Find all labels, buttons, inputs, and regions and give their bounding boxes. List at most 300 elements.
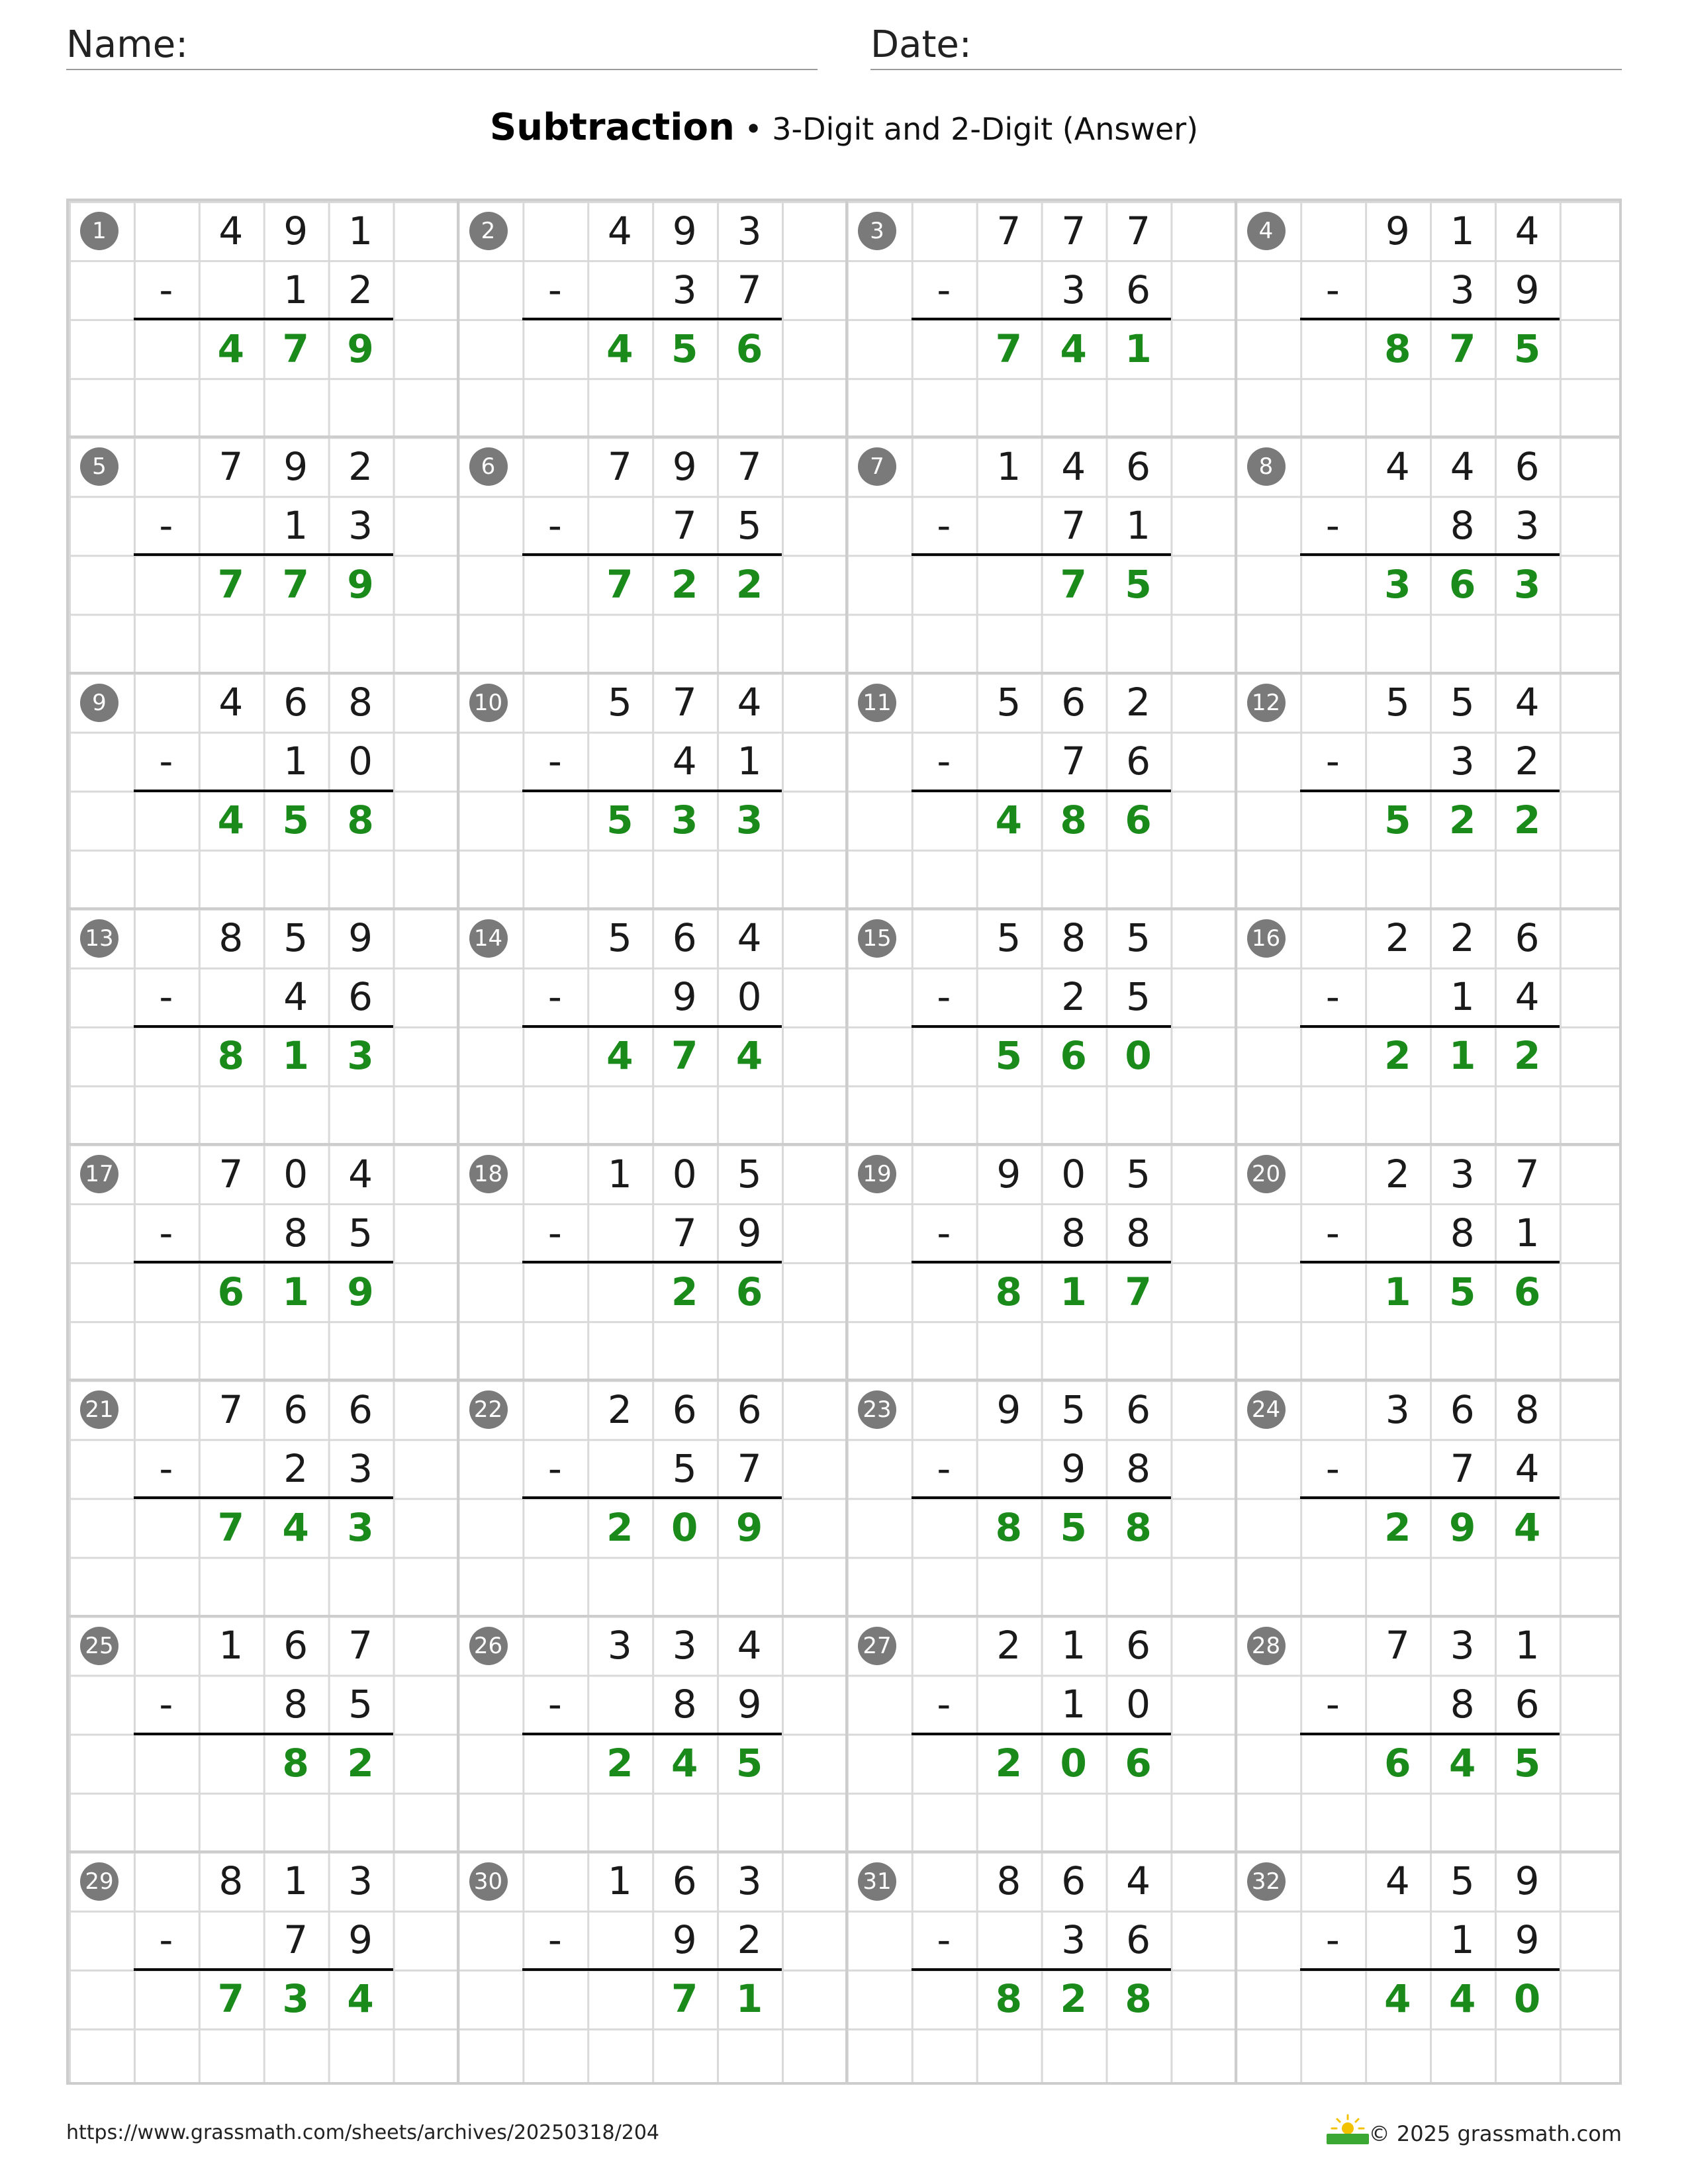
- subtrahend-digit: 9: [348, 1917, 373, 1963]
- minus-sign: -: [1325, 502, 1340, 548]
- minuend-digit: 5: [1126, 915, 1151, 961]
- subtrahend-digit: 6: [1126, 1917, 1151, 1963]
- subtrahend-digit: 3: [1515, 502, 1540, 548]
- answer-digit: 4: [1060, 326, 1087, 371]
- problem-number-badge: 14: [469, 919, 508, 958]
- answer-digit: 8: [282, 1741, 309, 1786]
- minuend-digit: 3: [607, 1623, 632, 1668]
- answer-digit: 7: [282, 326, 309, 371]
- block-separator-vertical: [845, 201, 848, 2082]
- minuend-digit: 8: [1515, 1387, 1540, 1432]
- date-field: [870, 25, 1622, 70]
- minuend-digit: 5: [1450, 1858, 1475, 1904]
- minus-sign: -: [937, 739, 951, 784]
- answer-digit: 2: [1384, 1504, 1411, 1550]
- minuend-digit: 4: [1515, 680, 1540, 725]
- minuend-digit: 6: [1515, 443, 1540, 489]
- subtrahend-digit: 9: [737, 1682, 762, 1727]
- subtrahend-digit: 8: [283, 1210, 308, 1255]
- problem-number-badge: 26: [469, 1627, 508, 1665]
- minuend-digit: 9: [283, 443, 308, 489]
- subtrahend-digit: 7: [1061, 739, 1086, 784]
- answer-digit: 4: [1513, 1504, 1541, 1550]
- problem-number-badge: 17: [80, 1155, 118, 1193]
- subtrahend-digit: 1: [1061, 1682, 1086, 1727]
- minuend-digit: 2: [1126, 680, 1151, 725]
- answer-digit: 1: [282, 1033, 309, 1079]
- minus-sign: -: [159, 1210, 173, 1255]
- minuend-digit: 5: [607, 915, 632, 961]
- answer-digit: 5: [1060, 1504, 1087, 1550]
- problem-number-badge: 8: [1247, 447, 1286, 486]
- minuend-digit: 4: [1450, 443, 1475, 489]
- answer-digit: 7: [282, 561, 309, 607]
- answer-digit: 4: [217, 326, 244, 371]
- answer-digit: 6: [735, 326, 763, 371]
- minus-sign: -: [1325, 974, 1340, 1020]
- subtrahend-digit: 7: [672, 502, 697, 548]
- subtrahend-digit: 3: [1450, 739, 1475, 784]
- minuend-digit: 3: [1385, 1387, 1410, 1432]
- answer-digit: 5: [1513, 326, 1541, 371]
- minuend-digit: 6: [1126, 1623, 1151, 1668]
- subtrahend-digit: 4: [1515, 974, 1540, 1020]
- minuend-digit: 1: [996, 443, 1021, 489]
- subtrahend-digit: 9: [737, 1210, 762, 1255]
- answer-digit: 4: [995, 797, 1022, 843]
- footer-copyright: © 2025 grassmath.com: [1368, 2121, 1622, 2146]
- answer-digit: 6: [1449, 561, 1476, 607]
- problem-number-badge: 6: [469, 447, 508, 486]
- minuend-digit: 6: [283, 1623, 308, 1668]
- grassmath-logo-icon: [1324, 2113, 1372, 2146]
- subtrahend-digit: 4: [283, 974, 308, 1020]
- subtrahend-digit: 1: [283, 267, 308, 312]
- minuend-digit: 5: [283, 915, 308, 961]
- minuend-digit: 6: [672, 915, 697, 961]
- problem-number-badge: 15: [858, 919, 896, 958]
- minus-sign: -: [937, 1917, 951, 1963]
- problem-number-badge: 29: [80, 1862, 118, 1901]
- subtrahend-digit: 8: [672, 1682, 697, 1727]
- minuend-digit: 4: [737, 680, 762, 725]
- block-separator-vertical: [1235, 201, 1237, 2082]
- subtrahend-digit: 5: [737, 502, 762, 548]
- problem-number-badge: 12: [1247, 684, 1286, 722]
- answer-digit: 2: [1384, 1033, 1411, 1079]
- minuend-digit: 4: [1515, 208, 1540, 253]
- answer-digit: 2: [606, 1741, 633, 1786]
- footer-url: https://www.grassmath.com/sheets/archives/20250318/204: [66, 2121, 660, 2144]
- minuend-digit: 2: [996, 1623, 1021, 1668]
- minus-sign: -: [937, 1445, 951, 1491]
- answer-digit: 8: [1125, 1504, 1152, 1550]
- answer-digit: 1: [1384, 1269, 1411, 1314]
- minuend-digit: 5: [607, 680, 632, 725]
- problem-number-badge: 18: [469, 1155, 508, 1193]
- minuend-digit: 0: [672, 1151, 697, 1197]
- answer-digit: 0: [671, 1504, 698, 1550]
- subtrahend-digit: 2: [1061, 974, 1086, 1020]
- minuend-digit: 7: [607, 443, 632, 489]
- problem-number-badge: 10: [469, 684, 508, 722]
- minuend-digit: 2: [1385, 915, 1410, 961]
- answer-digit: 5: [671, 326, 698, 371]
- subtrahend-digit: 1: [283, 739, 308, 784]
- answer-digit: 1: [1125, 326, 1152, 371]
- problem-number-badge: 24: [1247, 1390, 1286, 1429]
- minuend-digit: 5: [737, 1151, 762, 1197]
- answer-digit: 2: [606, 1504, 633, 1550]
- subtrahend-digit: 1: [1515, 1210, 1540, 1255]
- subtrahend-digit: 5: [672, 1445, 697, 1491]
- title-main: Subtraction: [489, 106, 735, 149]
- subtrahend-digit: 6: [348, 974, 373, 1020]
- answer-digit: 6: [217, 1269, 244, 1314]
- problem-number-badge: 25: [80, 1627, 118, 1665]
- subtrahend-digit: 3: [1061, 267, 1086, 312]
- answer-digit: 4: [282, 1504, 309, 1550]
- answer-digit: 8: [995, 1504, 1022, 1550]
- minus-sign: -: [547, 1682, 562, 1727]
- worksheet-title: [0, 106, 1688, 149]
- minuend-digit: 4: [1061, 443, 1086, 489]
- answer-digit: 4: [606, 326, 633, 371]
- subtrahend-digit: 4: [672, 739, 697, 784]
- minuend-digit: 0: [1061, 1151, 1086, 1197]
- subtrahend-digit: 7: [737, 1445, 762, 1491]
- answer-digit: 4: [606, 1033, 633, 1079]
- minuend-digit: 8: [218, 1858, 244, 1904]
- minuend-digit: 4: [607, 208, 632, 253]
- title-subtitle: • 3-Digit and 2-Digit (Answer): [734, 111, 1199, 147]
- problem-number-badge: 31: [858, 1862, 896, 1901]
- minuend-digit: 4: [737, 1623, 762, 1668]
- subtrahend-digit: 1: [737, 739, 762, 784]
- answer-digit: 6: [1384, 1741, 1411, 1786]
- minuend-digit: 4: [1126, 1858, 1151, 1904]
- minuend-digit: 5: [996, 915, 1021, 961]
- minuend-digit: 9: [1385, 208, 1410, 253]
- problem-number-badge: 2: [469, 212, 508, 250]
- minuend-digit: 7: [672, 680, 697, 725]
- answer-digit: 6: [1125, 797, 1152, 843]
- answer-digit: 8: [217, 1033, 244, 1079]
- problem-number-badge: 32: [1247, 1862, 1286, 1901]
- answer-digit: 7: [1125, 1269, 1152, 1314]
- minuend-digit: 4: [348, 1151, 373, 1197]
- minuend-digit: 0: [283, 1151, 308, 1197]
- minus-sign: -: [1325, 1445, 1340, 1491]
- answer-digit: 9: [347, 561, 374, 607]
- answer-digit: 2: [1060, 1976, 1087, 2022]
- subtrahend-digit: 1: [283, 502, 308, 548]
- answer-digit: 5: [606, 797, 633, 843]
- answer-digit: 3: [347, 1033, 374, 1079]
- minuend-digit: 7: [1385, 1623, 1410, 1668]
- subtrahend-digit: 2: [737, 1917, 762, 1963]
- answer-digit: 7: [606, 561, 633, 607]
- answer-digit: 0: [1513, 1976, 1541, 2022]
- minuend-digit: 7: [737, 443, 762, 489]
- minuend-digit: 6: [737, 1387, 762, 1432]
- answer-digit: 7: [217, 561, 244, 607]
- minuend-digit: 7: [996, 208, 1021, 253]
- subtrahend-digit: 3: [1450, 267, 1475, 312]
- answer-digit: 6: [1513, 1269, 1541, 1314]
- minus-sign: -: [547, 1445, 562, 1491]
- minuend-digit: 3: [672, 1623, 697, 1668]
- subtrahend-digit: 6: [1515, 1682, 1540, 1727]
- minus-sign: -: [547, 502, 562, 548]
- minuend-digit: 3: [348, 1858, 373, 1904]
- answer-digit: 8: [995, 1269, 1022, 1314]
- minuend-digit: 3: [1450, 1151, 1475, 1197]
- subtrahend-digit: 2: [348, 267, 373, 312]
- answer-digit: 1: [735, 1976, 763, 2022]
- minuend-digit: 6: [672, 1858, 697, 1904]
- subtrahend-digit: 8: [1450, 1682, 1475, 1727]
- answer-digit: 7: [671, 1976, 698, 2022]
- answer-digit: 8: [1060, 797, 1087, 843]
- subtrahend-digit: 5: [1126, 974, 1151, 1020]
- minuend-digit: 1: [607, 1858, 632, 1904]
- minuend-digit: 6: [348, 1387, 373, 1432]
- problem-number-badge: 30: [469, 1862, 508, 1901]
- minuend-digit: 5: [1450, 680, 1475, 725]
- answer-digit: 7: [671, 1033, 698, 1079]
- subtrahend-digit: 3: [348, 1445, 373, 1491]
- answer-digit: 4: [347, 1976, 374, 2022]
- answer-digit: 1: [282, 1269, 309, 1314]
- minus-sign: -: [547, 267, 562, 312]
- problem-number-badge: 16: [1247, 919, 1286, 958]
- minuend-digit: 7: [1126, 208, 1151, 253]
- minuend-digit: 4: [737, 915, 762, 961]
- minuend-digit: 7: [218, 1151, 244, 1197]
- problem-grid: [66, 199, 1622, 2085]
- minuend-digit: 1: [1450, 208, 1475, 253]
- subtrahend-digit: 3: [672, 267, 697, 312]
- subtrahend-digit: 1: [1450, 1917, 1475, 1963]
- answer-digit: 5: [1513, 1741, 1541, 1786]
- answer-digit: 7: [217, 1976, 244, 2022]
- minus-sign: -: [1325, 1917, 1340, 1963]
- minus-sign: -: [937, 267, 951, 312]
- minuend-digit: 9: [283, 208, 308, 253]
- answer-digit: 1: [1449, 1033, 1476, 1079]
- minus-sign: -: [547, 1917, 562, 1963]
- answer-digit: 2: [1513, 797, 1541, 843]
- minus-sign: -: [159, 739, 173, 784]
- subtrahend-digit: 9: [1515, 1917, 1540, 1963]
- minus-sign: -: [937, 1210, 951, 1255]
- minus-sign: -: [937, 974, 951, 1020]
- subtrahend-digit: 8: [283, 1682, 308, 1727]
- minuend-digit: 6: [672, 1387, 697, 1432]
- minuend-digit: 8: [218, 915, 244, 961]
- answer-digit: 4: [1449, 1741, 1476, 1786]
- subtrahend-digit: 6: [1126, 267, 1151, 312]
- answer-digit: 3: [671, 797, 698, 843]
- minus-sign: -: [1325, 1210, 1340, 1255]
- answer-digit: 8: [1125, 1976, 1152, 2022]
- minuend-digit: 3: [1450, 1623, 1475, 1668]
- minuend-digit: 4: [218, 680, 244, 725]
- problem-number-badge: 1: [80, 212, 118, 250]
- subtrahend-digit: 3: [348, 502, 373, 548]
- answer-digit: 4: [671, 1741, 698, 1786]
- answer-digit: 3: [735, 797, 763, 843]
- subtrahend-digit: 5: [348, 1682, 373, 1727]
- subtrahend-digit: 7: [672, 1210, 697, 1255]
- subtrahend-digit: 8: [1061, 1210, 1086, 1255]
- block-separator-vertical: [457, 201, 459, 2082]
- minuend-digit: 5: [996, 680, 1021, 725]
- minuend-digit: 2: [348, 443, 373, 489]
- minuend-digit: 2: [607, 1387, 632, 1432]
- subtrahend-digit: 6: [1126, 739, 1151, 784]
- subtrahend-digit: 2: [1515, 739, 1540, 784]
- problem-number-badge: 13: [80, 919, 118, 958]
- answer-digit: 2: [1449, 797, 1476, 843]
- answer-digit: 5: [1125, 561, 1152, 607]
- subtrahend-digit: 8: [1126, 1445, 1151, 1491]
- subtrahend-digit: 9: [672, 974, 697, 1020]
- answer-digit: 0: [1125, 1033, 1152, 1079]
- answer-digit: 9: [735, 1504, 763, 1550]
- problem-number-badge: 21: [80, 1390, 118, 1429]
- answer-digit: 2: [671, 561, 698, 607]
- answer-digit: 9: [347, 326, 374, 371]
- subtrahend-digit: 8: [1450, 502, 1475, 548]
- subtrahend-digit: 7: [737, 267, 762, 312]
- answer-digit: 8: [347, 797, 374, 843]
- answer-digit: 4: [1449, 1976, 1476, 2022]
- answer-digit: 5: [995, 1033, 1022, 1079]
- answer-digit: 5: [1384, 797, 1411, 843]
- minuend-digit: 9: [348, 915, 373, 961]
- name-field: [66, 25, 818, 70]
- minus-sign: -: [937, 1682, 951, 1727]
- answer-digit: 7: [217, 1504, 244, 1550]
- answer-digit: 3: [347, 1504, 374, 1550]
- subtrahend-digit: 2: [283, 1445, 308, 1491]
- minuend-digit: 7: [1515, 1151, 1540, 1197]
- subtrahend-digit: 0: [737, 974, 762, 1020]
- subtrahend-digit: 5: [348, 1210, 373, 1255]
- problem-number-badge: 5: [80, 447, 118, 486]
- minus-sign: -: [159, 502, 173, 548]
- minuend-digit: 6: [1515, 915, 1540, 961]
- date-label: Date:: [870, 23, 972, 66]
- minuend-digit: 5: [1385, 680, 1410, 725]
- minuend-digit: 6: [1126, 1387, 1151, 1432]
- problem-number-badge: 20: [1247, 1155, 1286, 1193]
- minuend-digit: 7: [218, 443, 244, 489]
- minuend-digit: 6: [283, 680, 308, 725]
- minuend-digit: 8: [1061, 915, 1086, 961]
- subtrahend-digit: 8: [1450, 1210, 1475, 1255]
- problem-number-badge: 22: [469, 1390, 508, 1429]
- minus-sign: -: [159, 974, 173, 1020]
- subtrahend-digit: 7: [283, 1917, 308, 1963]
- subtrahend-digit: 4: [1515, 1445, 1540, 1491]
- answer-digit: 6: [1060, 1033, 1087, 1079]
- answer-digit: 9: [1449, 1504, 1476, 1550]
- answer-digit: 4: [1384, 1976, 1411, 2022]
- minuend-digit: 5: [1126, 1151, 1151, 1197]
- minuend-digit: 1: [283, 1858, 308, 1904]
- minus-sign: -: [159, 1445, 173, 1491]
- minuend-digit: 1: [1515, 1623, 1540, 1668]
- minuend-digit: 7: [218, 1387, 244, 1432]
- answer-digit: 7: [1449, 326, 1476, 371]
- minuend-digit: 7: [1061, 208, 1086, 253]
- minuend-digit: 6: [1450, 1387, 1475, 1432]
- minuend-digit: 4: [1385, 443, 1410, 489]
- answer-digit: 5: [735, 1741, 763, 1786]
- subtrahend-digit: 9: [672, 1917, 697, 1963]
- subtrahend-digit: 1: [1450, 974, 1475, 1020]
- minuend-digit: 9: [672, 443, 697, 489]
- problem-number-badge: 3: [858, 212, 896, 250]
- answer-digit: 3: [282, 1976, 309, 2022]
- problem-number-badge: 11: [858, 684, 896, 722]
- subtrahend-digit: 1: [1126, 502, 1151, 548]
- minus-sign: -: [159, 1682, 173, 1727]
- answer-digit: 6: [1125, 1741, 1152, 1786]
- minus-sign: -: [159, 1917, 173, 1963]
- answer-digit: 2: [1513, 1033, 1541, 1079]
- subtrahend-digit: 8: [1126, 1210, 1151, 1255]
- minus-sign: -: [547, 1210, 562, 1255]
- answer-digit: 0: [1060, 1741, 1087, 1786]
- minuend-digit: 1: [607, 1151, 632, 1197]
- problem-number-badge: 9: [80, 684, 118, 722]
- minuend-digit: 5: [1061, 1387, 1086, 1432]
- minuend-digit: 2: [1450, 915, 1475, 961]
- answer-digit: 2: [735, 561, 763, 607]
- answer-digit: 4: [735, 1033, 763, 1079]
- subtrahend-digit: 7: [1450, 1445, 1475, 1491]
- answer-digit: 1: [1060, 1269, 1087, 1314]
- minus-sign: -: [1325, 267, 1340, 312]
- problem-number-badge: 19: [858, 1155, 896, 1193]
- answer-digit: 9: [347, 1269, 374, 1314]
- subtrahend-digit: 0: [1126, 1682, 1151, 1727]
- minuend-digit: 1: [1061, 1623, 1086, 1668]
- problem-number-badge: 27: [858, 1627, 896, 1665]
- minuend-digit: 3: [737, 1858, 762, 1904]
- answer-digit: 7: [995, 326, 1022, 371]
- minuend-digit: 9: [996, 1387, 1021, 1432]
- minuend-digit: 9: [672, 208, 697, 253]
- subtrahend-digit: 7: [1061, 502, 1086, 548]
- answer-digit: 2: [347, 1741, 374, 1786]
- subtrahend-digit: 9: [1515, 267, 1540, 312]
- minuend-digit: 9: [996, 1151, 1021, 1197]
- minus-sign: -: [937, 502, 951, 548]
- name-label: Name:: [66, 23, 189, 66]
- problem-number-badge: 23: [858, 1390, 896, 1429]
- problem-number-badge: 7: [858, 447, 896, 486]
- minus-sign: -: [547, 974, 562, 1020]
- answer-digit: 7: [1060, 561, 1087, 607]
- answer-digit: 2: [671, 1269, 698, 1314]
- minuend-digit: 8: [996, 1858, 1021, 1904]
- minuend-digit: 3: [737, 208, 762, 253]
